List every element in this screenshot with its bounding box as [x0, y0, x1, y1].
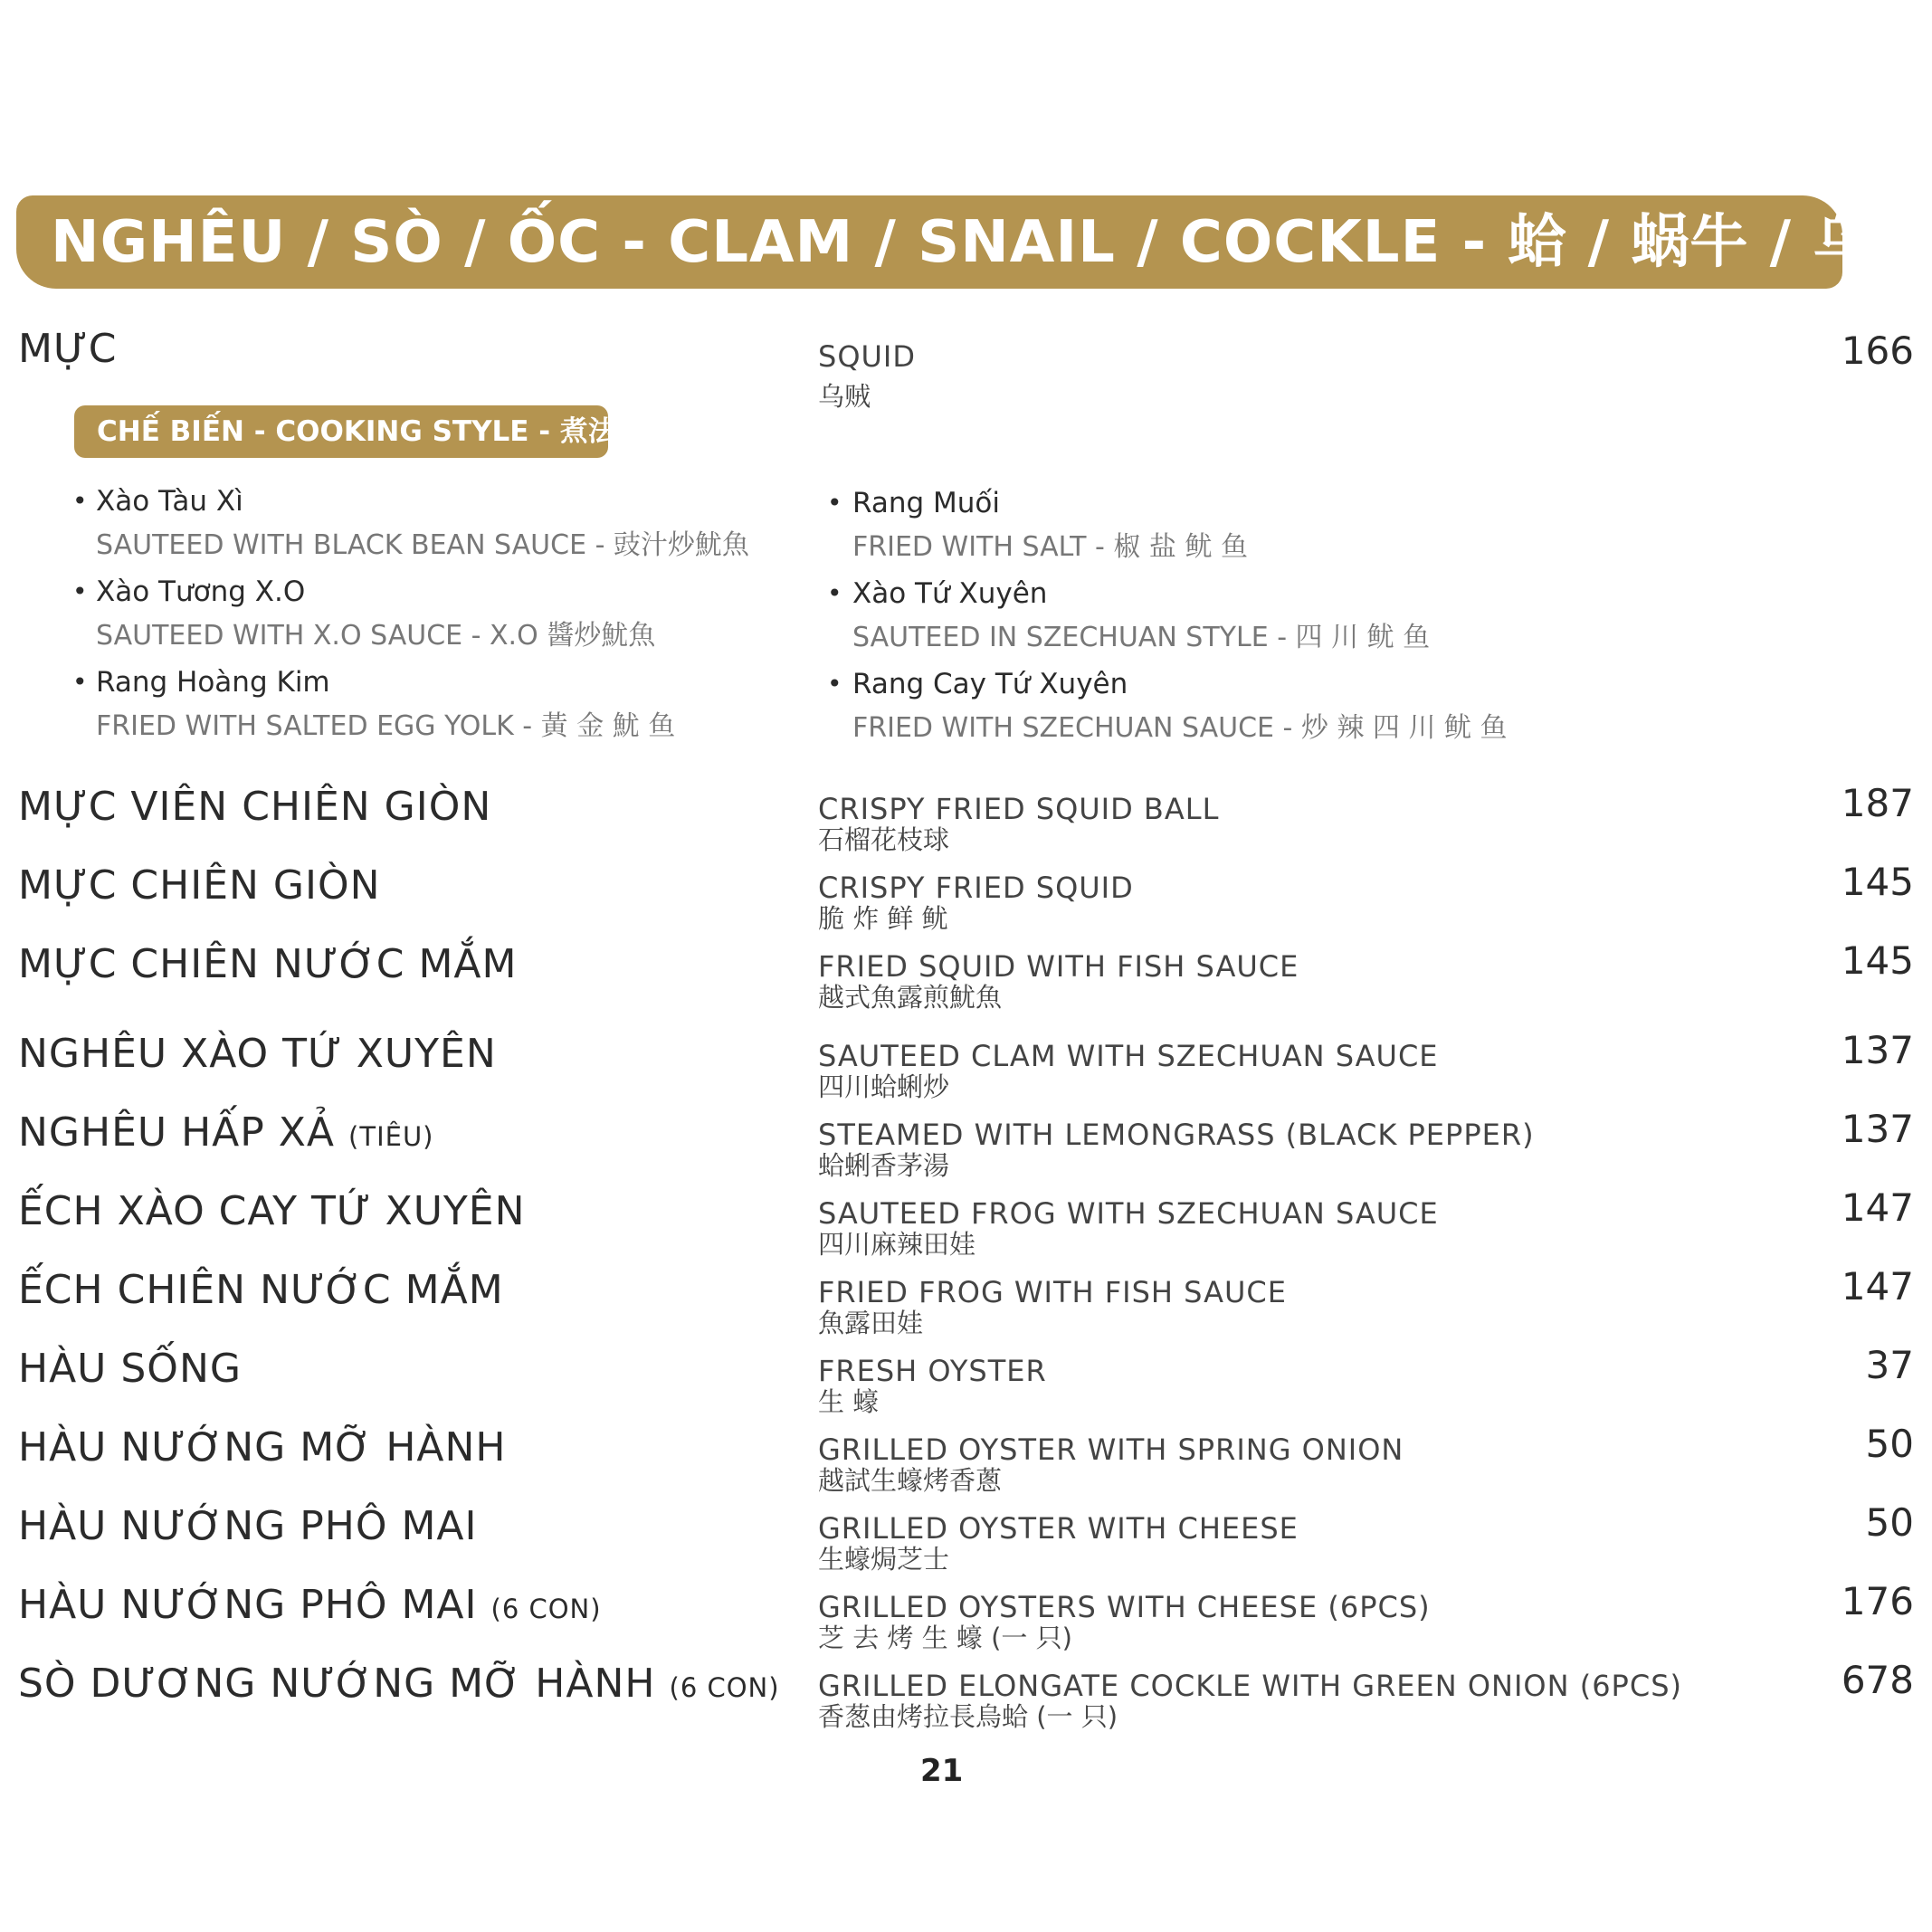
menu-item-name: ẾCH CHIÊN NƯỚC MẮM	[18, 1267, 504, 1313]
style-vietnamese: Rang Muối	[852, 487, 1001, 519]
menu-item-price: 145	[1841, 860, 1914, 904]
menu-item-chinese: 四川麻辣田娃	[818, 1229, 976, 1260]
style-english: SAUTEED WITH BLACK BEAN SAUCE - 豉汁炒魷魚	[96, 529, 749, 561]
menu-item-price: 137	[1841, 1028, 1914, 1072]
menu-item-english: GRILLED OYSTER WITH SPRING ONION	[818, 1432, 1404, 1467]
style-english: FRIED WITH SALTED EGG YOLK - 黃 金 魷 鱼	[96, 710, 676, 742]
menu-item-chinese: 石榴花枝球	[818, 824, 950, 855]
menu-item-name: HÀU SỐNG	[18, 1346, 242, 1392]
menu-item-price: 678	[1841, 1658, 1914, 1702]
menu-item-name: MỰC	[18, 326, 118, 372]
menu-item-english: STEAMED WITH LEMONGRASS (BLACK PEPPER)	[818, 1118, 1535, 1152]
style-vietnamese: Xào Tương X.O	[96, 576, 306, 608]
menu-item-english: CRISPY FRIED SQUID BALL	[818, 792, 1220, 826]
menu-item-english: FRIED FROG WITH FISH SAUCE	[818, 1275, 1287, 1309]
style-english: FRIED WITH SZECHUAN SAUCE - 炒 辣 四 川 鱿 鱼	[852, 712, 1508, 744]
menu-item-name: MỰC CHIÊN NƯỚC MẮM	[18, 941, 518, 987]
bullet-icon: •	[72, 667, 88, 697]
menu-item-name: HÀU NƯỚNG MỠ HÀNH	[18, 1424, 507, 1470]
menu-item-price: 137	[1841, 1107, 1914, 1151]
menu-item-chinese: 蛤蜊香茅湯	[818, 1150, 950, 1181]
menu-item-chinese: 生蠔焗芝士	[818, 1544, 950, 1575]
menu-item-english: GRILLED ELONGATE COCKLE WITH GREEN ONION (6PCS)	[818, 1669, 1682, 1703]
menu-item-chinese: 脆 炸 鲜 鱿	[818, 903, 948, 934]
bullet-icon: •	[827, 578, 842, 608]
style-english: SAUTEED WITH X.O SAUCE - X.O 醬炒魷魚	[96, 620, 656, 652]
bullet-icon: •	[827, 669, 842, 699]
menu-item-chinese: 越式魚露煎魷魚	[818, 982, 1003, 1013]
menu-item-english: SAUTEED CLAM WITH SZECHUAN SAUCE	[818, 1039, 1439, 1073]
bullet-icon: •	[827, 488, 842, 518]
cooking-style-label: CHẾ BIẾN - COOKING STYLE - 煮法	[97, 415, 616, 448]
menu-item-english: FRESH OYSTER	[818, 1354, 1047, 1388]
menu-item-price: 166	[1841, 328, 1914, 373]
menu-item-english: GRILLED OYSTERS WITH CHEESE (6PCS)	[818, 1590, 1431, 1624]
menu-item-name: ẾCH XÀO CAY TỨ XUYÊN	[18, 1188, 526, 1234]
style-vietnamese: Xào Tứ Xuyên	[852, 577, 1048, 610]
menu-item-price: 145	[1841, 938, 1914, 983]
menu-item-price: 187	[1841, 781, 1914, 825]
style-vietnamese: Rang Cay Tứ Xuyên	[852, 668, 1128, 700]
menu-item-name: SÒ DƯƠNG NƯỚNG MỠ HÀNH (6 CON)	[18, 1661, 780, 1707]
menu-item-english: SQUID	[818, 339, 916, 374]
menu-item-chinese: 越試生蠔烤香蔥	[818, 1465, 1003, 1496]
menu-item-price: 50	[1865, 1422, 1914, 1466]
menu-item-english: CRISPY FRIED SQUID	[818, 871, 1134, 905]
menu-item-price: 176	[1841, 1579, 1914, 1623]
page-number: 21	[920, 1753, 964, 1789]
menu-item-price: 37	[1865, 1343, 1914, 1387]
menu-item-name: HÀU NƯỚNG PHÔ MAI	[18, 1503, 478, 1549]
menu-item-english: SAUTEED FROG WITH SZECHUAN SAUCE	[818, 1196, 1439, 1231]
style-vietnamese: Xào Tàu Xì	[96, 485, 243, 518]
menu-item-name: NGHÊU XÀO TỨ XUYÊN	[18, 1031, 497, 1077]
menu-item-name: MỰC CHIÊN GIÒN	[18, 862, 381, 909]
style-english: FRIED WITH SALT - 椒 盐 鱿 鱼	[852, 531, 1249, 563]
menu-item-english: GRILLED OYSTER WITH CHEESE	[818, 1511, 1299, 1546]
bullet-icon: •	[72, 576, 88, 606]
section-title: NGHÊU / SÒ / ỐC - CLAM / SNAIL / COCKLE - 蛤 / 蜗牛 / 乌蛤	[51, 209, 1931, 276]
menu-item-english: FRIED SQUID WITH FISH SAUCE	[818, 949, 1299, 984]
menu-item-chinese: 香葱由烤拉長烏蛤 (一 只)	[818, 1701, 1118, 1732]
menu-item-chinese: 芝 去 烤 生 蠔 (一 只)	[818, 1623, 1072, 1653]
menu-item-name: NGHÊU HẤP XẢ (TIÊU)	[18, 1109, 434, 1156]
menu-item-name: MỰC VIÊN CHIÊN GIÒN	[18, 784, 492, 830]
bullet-icon: •	[72, 486, 88, 516]
style-english: SAUTEED IN SZECHUAN STYLE - 四 川 鱿 鱼	[852, 622, 1431, 653]
style-vietnamese: Rang Hoàng Kim	[96, 666, 330, 699]
menu-item-chinese: 乌贼	[818, 381, 871, 412]
menu-item-chinese: 生 蠔	[818, 1386, 880, 1417]
menu-item-name: HÀU NƯỚNG PHÔ MAI (6 CON)	[18, 1582, 602, 1628]
menu-item-price: 50	[1865, 1500, 1914, 1545]
menu-item-price: 147	[1841, 1264, 1914, 1309]
menu-item-chinese: 四川蛤蜊炒	[818, 1071, 950, 1102]
menu-item-price: 147	[1841, 1185, 1914, 1230]
menu-item-chinese: 魚露田娃	[818, 1308, 924, 1338]
